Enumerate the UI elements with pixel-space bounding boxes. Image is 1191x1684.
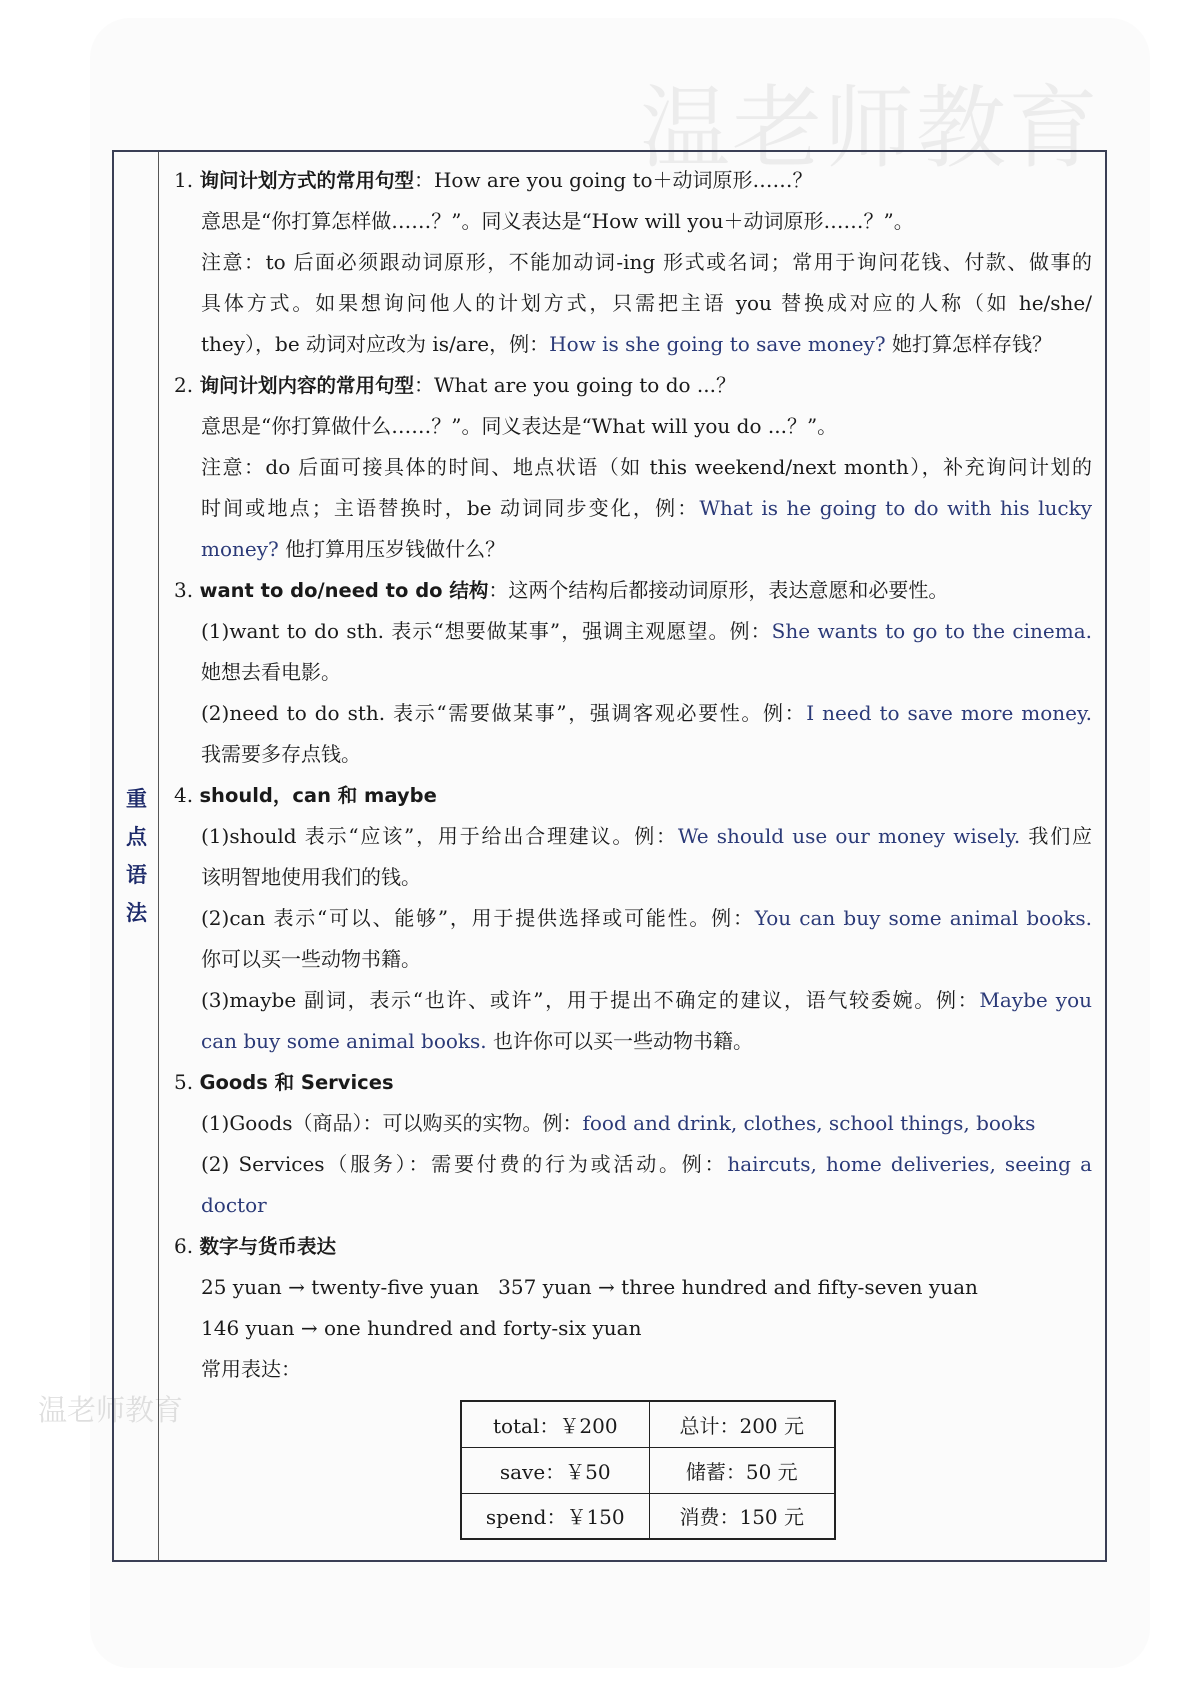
- section-number: 4.: [174, 783, 194, 807]
- section-4-item: [174, 816, 1092, 857]
- section-heading-rest: ：这两个结构后都接动词原形，表达意愿和必要性。: [488, 578, 949, 602]
- money-example-line: 25 yuan → twenty-five yuan 357 yuan → three hundred and fifty-seven yuan: [201, 1275, 978, 1299]
- section-2-note-line: [174, 529, 1092, 570]
- section-3-item: [174, 611, 1092, 652]
- example-text: doctor: [201, 1193, 267, 1217]
- example-text: I need to save more money.: [806, 701, 1092, 725]
- section-1-note-line: 具体方式。如果想询问他人的计划方式，只需把主语 you 替换成对应的人称（如 he/she/: [201, 291, 1092, 315]
- section-title: 询问计划内容的常用句型: [199, 374, 414, 397]
- table-row: [461, 1401, 835, 1447]
- section-1-heading: [174, 160, 1092, 201]
- section-5-item: [174, 1103, 1092, 1144]
- example-text: Maybe you: [979, 988, 1093, 1012]
- section-4-item-cont: [174, 1021, 1092, 1062]
- text: (1)want to do sth. 表示“想要做某事”，强调主观愿望。例：: [201, 619, 772, 643]
- section-6-heading: [174, 1226, 1092, 1267]
- text: (3)maybe 副词，表示“也许、或许”，用于提出不确定的建议，语气较委婉。例：: [201, 988, 980, 1012]
- text: (1)Goods（商品）：可以购买的实物。例：: [201, 1111, 583, 1135]
- watermark-top: 温老师教育: [640, 76, 1100, 181]
- section-3-heading: [174, 570, 1092, 611]
- section-5-heading: [174, 1062, 1092, 1103]
- section-number: 6.: [174, 1234, 194, 1258]
- section-4-translation: 你可以买一些动物书籍。: [201, 947, 421, 971]
- grammar-box: [112, 150, 1107, 1562]
- translation-text: 她打算怎样存钱？: [885, 332, 1052, 356]
- money-table: [460, 1400, 836, 1540]
- section-title: want to do/need to do 结构: [199, 579, 489, 602]
- section-5-item-cont: [174, 1185, 1092, 1226]
- section-number: 2.: [174, 373, 194, 397]
- section-5-item: [174, 1144, 1092, 1185]
- table-cell-en: save：￥50: [461, 1447, 649, 1493]
- translation-text: 也许你可以买一些动物书籍。: [486, 1029, 753, 1053]
- translation-text: 我们应: [1020, 824, 1093, 848]
- example-text: She wants to go to the cinema.: [771, 619, 1092, 643]
- section-3-item: [174, 693, 1092, 734]
- section-2-heading: [174, 365, 1092, 406]
- side-label: [114, 780, 159, 932]
- text: (1)should 表示“应该”，用于给出合理建议。例：: [201, 824, 678, 848]
- section-1-note-line: 注意：to 后面必须跟动词原形，不能加动词-ing 形式或名词；常用于询问花钱、付款、做事的: [201, 250, 1092, 274]
- section-4-translation: 该明智地使用我们的钱。: [201, 865, 421, 889]
- section-4-heading: [174, 775, 1092, 816]
- side-char: 法: [126, 901, 147, 925]
- section-3-translation: 她想去看电影。: [201, 660, 341, 684]
- section-3-translation: 我需要多存点钱。: [201, 742, 361, 766]
- section-number: 3.: [174, 578, 194, 602]
- example-text: money?: [201, 537, 279, 561]
- table-cell-cn: 储蓄：50 元: [649, 1447, 835, 1493]
- section-heading-rest: ：What are you going to do ...？: [413, 373, 736, 397]
- example-text: food and drink, clothes, school things, books: [582, 1111, 1036, 1135]
- example-text: haircuts, home deliveries, seeing a: [727, 1152, 1093, 1176]
- table-row: [461, 1447, 835, 1493]
- text: (2)need to do sth. 表示“需要做某事”，强调客观必要性。例：: [201, 701, 807, 725]
- section-number: 5.: [174, 1070, 194, 1094]
- side-char: 点: [126, 825, 147, 849]
- text: (2) Services（服务）：需要付费的行为或活动。例：: [201, 1152, 728, 1176]
- section-1-note-line: [174, 324, 1092, 365]
- example-text: How is she going to save money?: [549, 332, 886, 356]
- money-table-wrap: [460, 1400, 836, 1540]
- table-row: [461, 1493, 835, 1539]
- table-cell-cn: 消费：150 元: [649, 1493, 835, 1539]
- common-expressions-label: 常用表达：: [201, 1357, 301, 1381]
- side-column: [114, 152, 159, 1560]
- example-text: You can buy some animal books.: [754, 906, 1092, 930]
- example-text: What is he going to do with his lucky: [699, 496, 1092, 520]
- section-2-meaning: 意思是“你打算做什么……？”。同义表达是“What will you do ...？”。: [201, 414, 838, 438]
- side-char: 重: [126, 787, 147, 811]
- text: they），be 动词对应改为 is/are，例：: [201, 332, 550, 356]
- section-4-item: [174, 898, 1092, 939]
- section-number: 1.: [174, 168, 194, 192]
- section-title: 数字与货币表达: [199, 1235, 336, 1258]
- content: [174, 160, 1092, 1390]
- section-heading-rest: ：How are you going to＋动词原形……？: [413, 168, 813, 192]
- text: 时间或地点；主语替换时，be 动词同步变化，例：: [201, 496, 700, 520]
- section-2-note-line: 注意：do 后面可接具体的时间、地点状语（如 this weekend/next month），补充询问计划的: [201, 455, 1092, 479]
- table-cell-en: total：￥200: [461, 1401, 649, 1447]
- section-title: 询问计划方式的常用句型: [199, 169, 414, 192]
- example-text: We should use our money wisely.: [677, 824, 1021, 848]
- translation-text: 他打算用压岁钱做什么？: [278, 537, 506, 561]
- table-cell-en: spend：￥150: [461, 1493, 649, 1539]
- money-example-line: 146 yuan → one hundred and forty-six yuan: [201, 1316, 642, 1340]
- text: (2)can 表示“可以、能够”，用于提供选择或可能性。例：: [201, 906, 755, 930]
- section-4-item: [174, 980, 1092, 1021]
- section-title: should，can 和 maybe: [199, 784, 437, 807]
- section-title: Goods 和 Services: [199, 1071, 394, 1094]
- section-1-meaning: 意思是“你打算怎样做……？”。同义表达是“How will you＋动词原形……？”。: [201, 209, 914, 233]
- table-cell-cn: 总计：200 元: [649, 1401, 835, 1447]
- watermark-side: 温老师教育: [38, 1393, 184, 1427]
- side-char: 语: [126, 863, 147, 887]
- example-text: can buy some animal books.: [201, 1029, 487, 1053]
- section-2-note-line: [174, 488, 1092, 529]
